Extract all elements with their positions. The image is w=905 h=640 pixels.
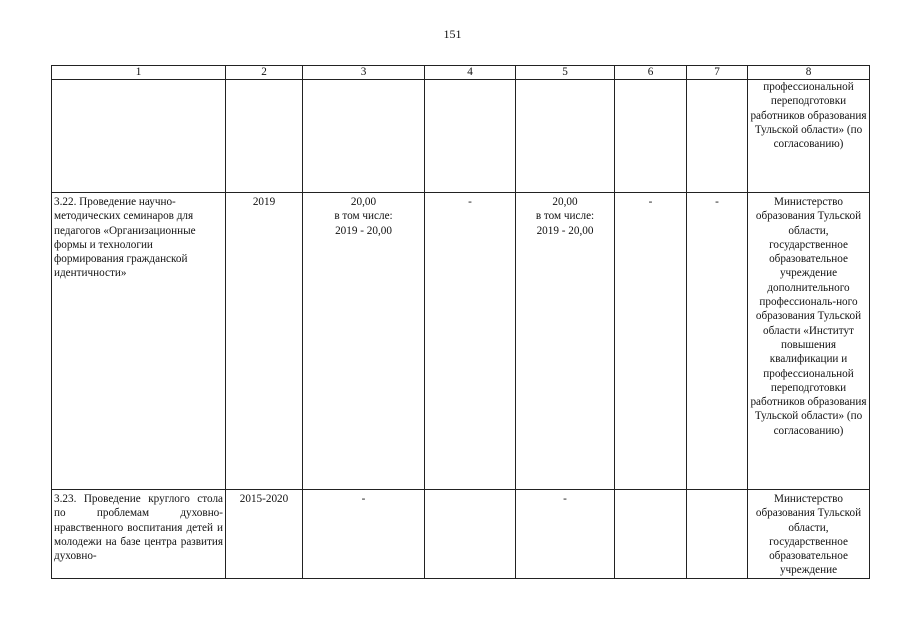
funding-cell-6 (615, 490, 687, 579)
funding-cell-7 (687, 490, 748, 579)
column-header-6: 6 (615, 66, 687, 80)
funding-year: 2019 - 20,00 (536, 224, 594, 237)
executor-cell: профессиональной переподготовки работников образования Тульской области» (по согласованию) (748, 80, 870, 193)
funding-cell-4 (425, 490, 516, 579)
column-header-4: 4 (425, 66, 516, 80)
funding-cell-5 (516, 80, 615, 193)
funding-cell-7: - (687, 193, 748, 490)
funding-amount: 20,00 (552, 196, 578, 208)
period-cell: 2015-2020 (226, 490, 303, 579)
program-table (51, 65, 870, 579)
column-header-5: 5 (516, 66, 615, 80)
column-header-3: 3 (303, 66, 425, 80)
total-funding-amount: 20,00 (350, 196, 377, 208)
executor-cell: Министерство образования Тульской области, государственное образовательное учреждение дополнительного профессиональ-ного образования Тульской области «Институт повышения квалификации и профессиональной переподготовки работников образования Тульской области» (по согласованию) (748, 193, 870, 490)
funding-cell-5: - (516, 490, 615, 579)
total-funding-cell (303, 193, 425, 490)
total-funding-cell (303, 80, 425, 193)
funding-cell-6: - (615, 193, 687, 490)
period-cell (226, 80, 303, 193)
funding-label: в том числе: (535, 210, 595, 223)
column-number-row (52, 66, 870, 80)
table-row (52, 490, 870, 579)
activity-cell (52, 80, 226, 193)
executor-cell: Министерство образования Тульской области, государственное образовательное учреждение (748, 490, 870, 579)
funding-cell-5 (516, 193, 615, 490)
funding-cell-4: - (425, 193, 516, 490)
funding-cell-4 (425, 80, 516, 193)
column-header-7: 7 (687, 66, 748, 80)
total-funding-label: в том числе: (334, 210, 393, 223)
funding-cell-7 (687, 80, 748, 193)
funding-cell-6 (615, 80, 687, 193)
column-header-1: 1 (52, 66, 226, 80)
activity-cell: 3.22. Проведение научно-методических семинаров для педагогов «Организационные формы и технологии формирования гражданской идентичности» (52, 193, 226, 490)
activity-cell: 3.23. Проведение круглого стола по проблемам духовно-нравственного воспитания детей и молодежи на базе центра развития духовно- (52, 490, 226, 579)
total-funding-cell: - (303, 490, 425, 579)
period-cell: 2019 (226, 193, 303, 490)
column-header-2: 2 (226, 66, 303, 80)
page-number: 151 (443, 27, 462, 41)
total-funding-year: 2019 - 20,00 (335, 224, 392, 237)
column-header-8: 8 (748, 66, 870, 80)
table-row (52, 80, 870, 193)
table-row (52, 193, 870, 490)
